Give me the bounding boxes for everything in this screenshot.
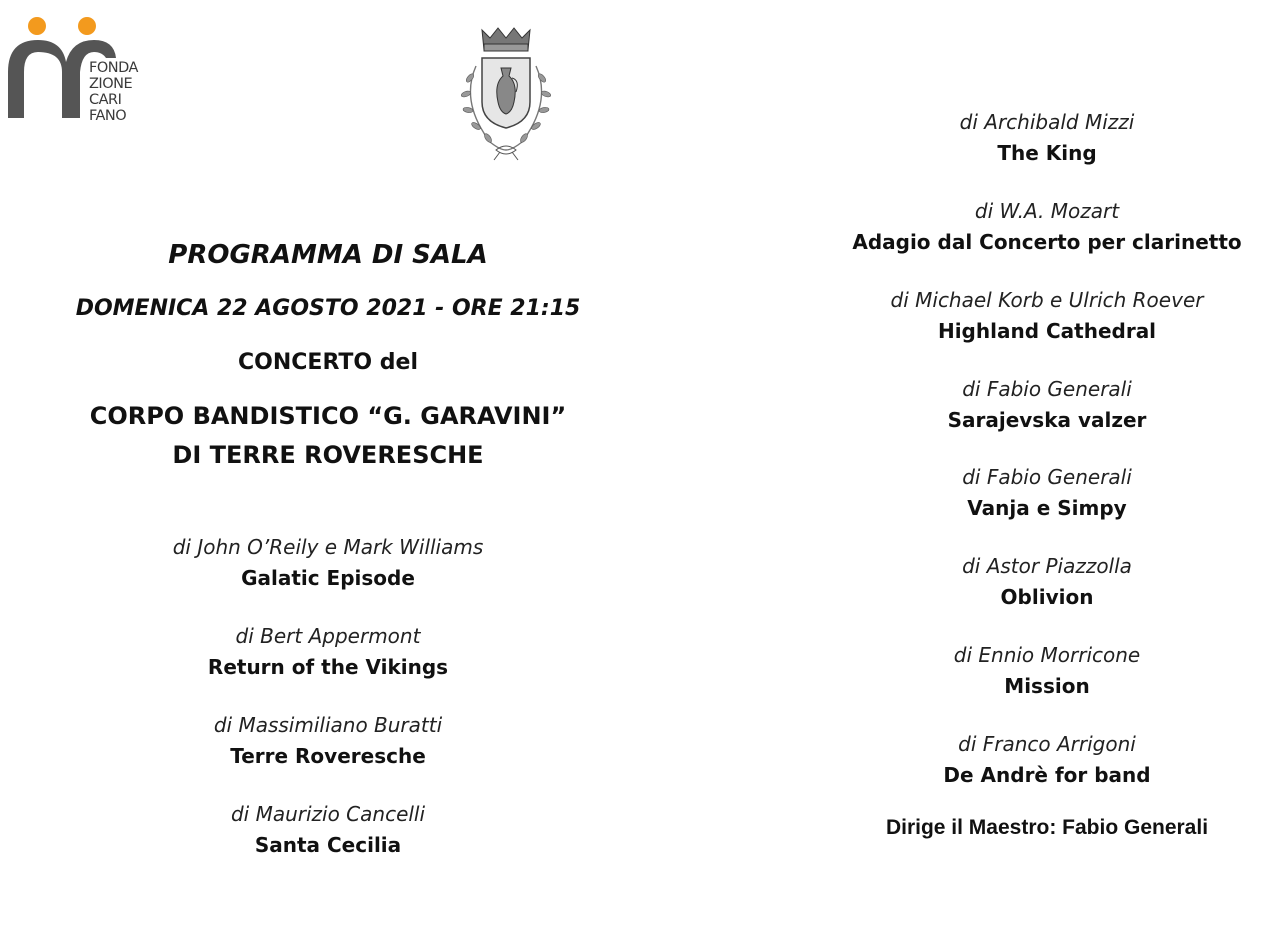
program-item <box>40 799 616 861</box>
program-item <box>820 196 1274 258</box>
fondazione-carifano-logo <box>6 14 146 124</box>
piece-title: Return of the Vikings <box>207 655 449 679</box>
piece-title: Santa Cecilia <box>254 833 402 857</box>
logo-line: ZIONE <box>89 76 133 92</box>
program-item <box>820 462 1274 524</box>
piece-title: Sarajevska valzer <box>947 408 1147 432</box>
composer: di Ennio Morricone <box>953 643 1141 667</box>
program-item <box>820 374 1274 436</box>
piece-title: Oblivion <box>1000 585 1094 609</box>
piece-title: De Andrè for band <box>943 763 1151 787</box>
logo-line: CARI <box>89 92 122 108</box>
piece-title: Terre Roveresche <box>230 744 426 768</box>
band-name-line-2: DI TERRE ROVERESCHE <box>172 441 484 469</box>
composer: di Fabio Generali <box>962 377 1132 401</box>
program-item <box>820 551 1274 613</box>
program-item <box>820 729 1274 791</box>
program-item <box>40 621 616 683</box>
composer: di Fabio Generali <box>962 465 1132 489</box>
band-name-line-1: CORPO BANDISTICO “G. GARAVINI” <box>89 402 567 430</box>
program-item <box>820 107 1274 169</box>
conductor-credit: Dirige il Maestro: Fabio Generali <box>885 816 1209 839</box>
composer: di Bert Appermont <box>235 624 421 648</box>
concert-label: CONCERTO del <box>238 350 418 375</box>
piece-title: Adagio dal Concerto per clarinetto <box>852 230 1242 254</box>
composer: di Massimiliano Buratti <box>213 713 443 737</box>
piece-title: Highland Cathedral <box>937 319 1157 343</box>
program-item <box>40 532 616 594</box>
program-item <box>40 710 616 772</box>
composer: di Astor Piazzolla <box>962 554 1132 578</box>
piece-title: Vanja e Simpy <box>967 496 1127 520</box>
composer: di W.A. Mozart <box>974 199 1120 223</box>
composer: di Maurizio Cancelli <box>230 802 426 826</box>
program-title: PROGRAMMA DI SALA <box>168 240 488 270</box>
composer: di Michael Korb e Ulrich Roever <box>890 288 1204 312</box>
logo-text <box>89 60 138 124</box>
composer: di Franco Arrigoni <box>958 732 1136 756</box>
piece-title: The King <box>997 141 1097 165</box>
concert-date: DOMENICA 22 AGOSTO 2021 - ORE 21:15 <box>75 296 581 321</box>
piece-title: Galatic Episode <box>241 566 415 590</box>
logo-line: FANO <box>89 108 127 124</box>
band-name <box>40 397 616 475</box>
program-item <box>820 640 1274 702</box>
piece-title: Mission <box>1004 674 1090 698</box>
composer: di Archibald Mizzi <box>959 110 1135 134</box>
composer: di John O’Reily e Mark Williams <box>172 535 484 559</box>
logo-line: FONDA <box>89 60 138 76</box>
coat-of-arms <box>446 22 566 162</box>
program-item <box>820 285 1274 347</box>
coat-of-arms-icon <box>446 22 566 162</box>
